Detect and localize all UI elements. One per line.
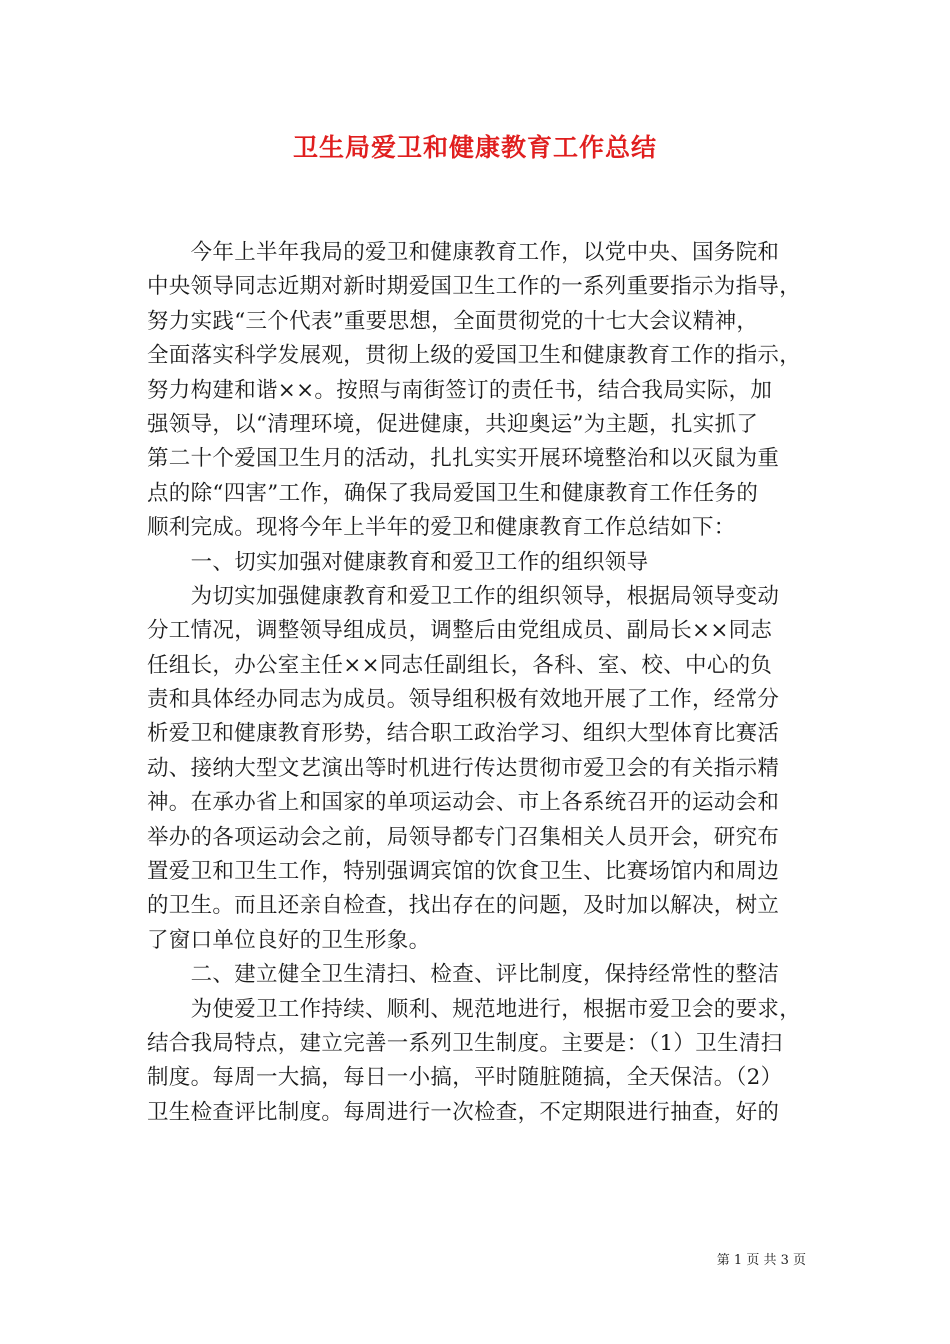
page-number-footer: 第 1 页 共 3 页 [716,1253,806,1268]
body-line: 动、接纳大型文艺演出等时机进行传达贯彻市爱卫会的有关指示精 [147,755,780,781]
body-line: 神。在承办省上和国家的单项运动会、市上各系统召开的运动会和 [147,790,780,816]
body-line: 一、切实加强对健康教育和爱卫工作的组织领导 [147,549,649,575]
body-line: 卫生检查评比制度。每周进行一次检查，不定期限进行抽查，好的 [147,1099,780,1125]
body-line: 努力实践“三个代表”重要思想，全面贯彻党的十七大会议精神， [147,308,759,334]
body-line: 制度。每周一大搞，每日一小搞，平时随脏随搞，全天保洁。（2） [147,1065,783,1091]
body-line: 分工情况，调整领导组成员，调整后由党组成员、副局长××同志 [147,618,773,644]
document-title: 卫生局爱卫和健康教育工作总结 [292,133,657,162]
body-line: 全面落实科学发展观，贯彻上级的爱国卫生和健康教育工作的指示， [147,343,802,369]
body-line: 努力构建和谐××。按照与南街签订的责任书，结合我局实际，加 [147,377,773,403]
body-line: 中央领导同志近期对新时期爱国卫生工作的一系列重要指示为指导， [147,274,802,300]
body-line: 为使爱卫工作持续、顺利、规范地进行，根据市爱卫会的要求， [147,996,802,1022]
body-line: 置爱卫和卫生工作，特别强调宾馆的饮食卫生、比赛场馆内和周边 [147,859,780,885]
body-line: 析爱卫和健康教育形势，结合职工政治学习、组织大型体育比赛活 [147,721,780,747]
body-line: 责和具体经办同志为成员。领导组积极有效地开展了工作，经常分 [147,687,780,713]
body-line: 举办的各项运动会之前，局领导都专门召集相关人员开会，研究布 [147,824,780,850]
body-line: 今年上半年我局的爱卫和健康教育工作，以党中央、国务院和 [147,240,780,265]
document-body [147,236,807,1130]
body-line: 第二十个爱国卫生月的活动，扎扎实实开展环境整治和以灭鼠为重 [147,446,780,472]
body-line: 为切实加强健康教育和爱卫工作的组织领导，根据局领导变动 [147,583,780,609]
body-line: 强领导，以“清理环境，促进健康，共迎奥运”为主题，扎实抓了 [147,411,759,437]
body-line: 顺利完成。现将今年上半年的爱卫和健康教育工作总结如下： [147,515,736,541]
body-line: 任组长，办公室主任××同志任副组长，各科、室、校、中心的负 [147,652,773,678]
body-line: 点的除“四害”工作，确保了我局爱国卫生和健康教育工作任务的 [147,480,759,506]
body-line: 的卫生。而且还亲自检查，找出存在的问题，及时加以解决，树立 [147,893,780,919]
body-line: 了窗口单位良好的卫生形象。 [147,927,431,953]
body-line: 二、建立健全卫生清扫、检查、评比制度，保持经常性的整洁 [147,962,780,988]
body-line: 结合我局特点，建立完善一系列卫生制度。主要是：（1）卫生清扫 [147,1030,783,1056]
